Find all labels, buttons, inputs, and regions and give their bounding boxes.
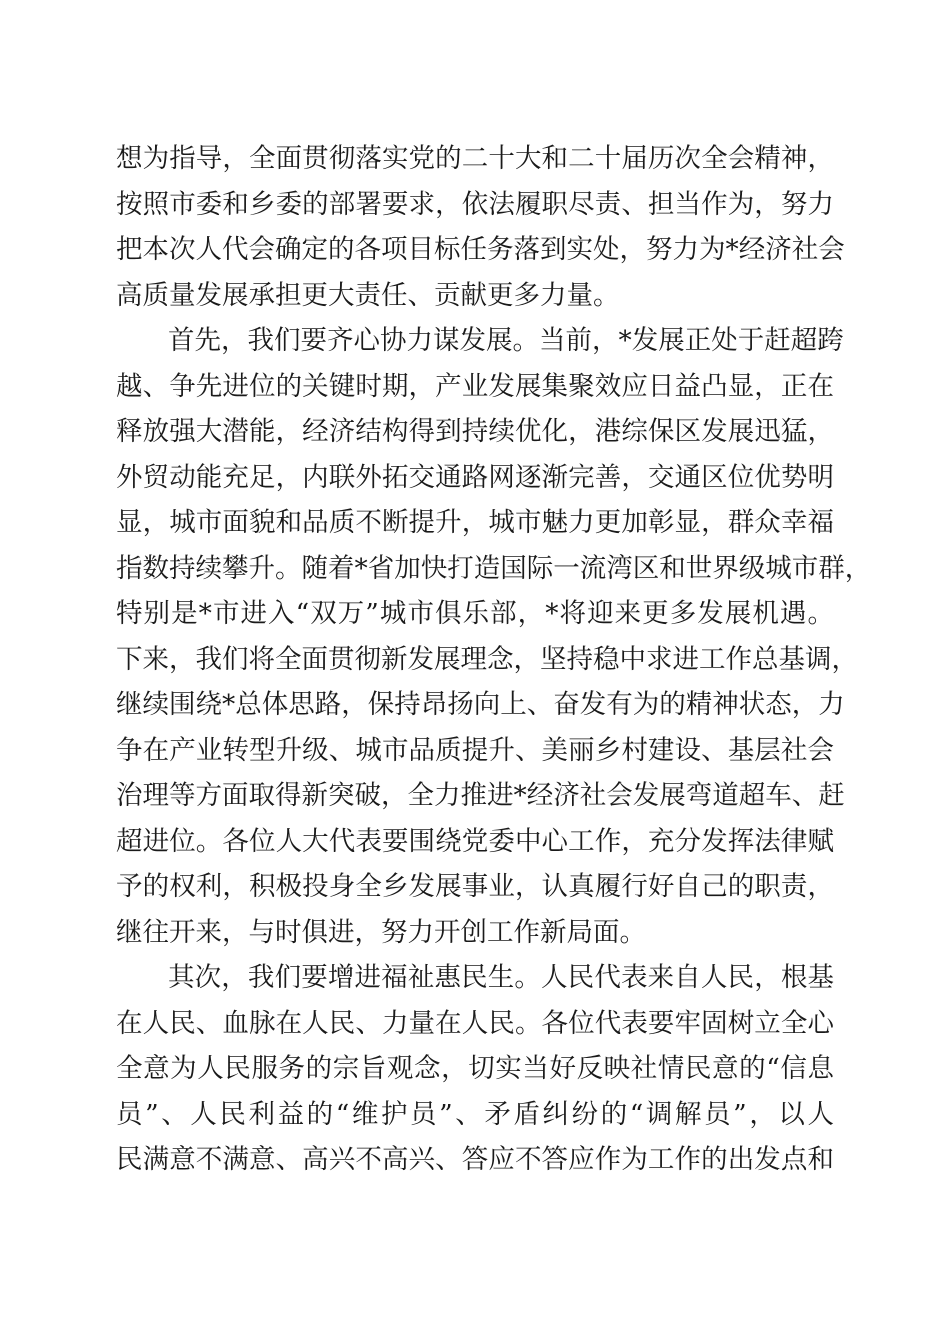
text-line: 争在产业转型升级、城市品质提升、美丽乡村建设、基层社会: [116, 734, 834, 766]
text-line: 民满意不满意、高兴不高兴、答应不答应作为工作的出发点和: [116, 1144, 834, 1175]
text-line: 在人民、血脉在人民、力量在人民。各位代表要牢固树立全心: [116, 1007, 834, 1039]
paragraph-first-line: 首先，我们要齐心协力谋发展。当前，*发展正处于赶超跨: [168, 325, 844, 356]
text-line: 下来，我们将全面贯彻新发展理念，坚持稳中求进工作总基调，: [116, 643, 858, 675]
text-line: 高质量发展承担更大责任、贡献更多力量。: [116, 279, 620, 311]
text-line: 想为指导，全面贯彻落实党的二十大和二十届历次全会精神，: [116, 143, 834, 174]
paragraph-first-line: 其次，我们要增进福祉惠民生。人民代表来自人民，根基: [168, 962, 834, 993]
text-line: 继续围绕*总体思路，保持昂扬向上、奋发有为的精神状态，力: [116, 689, 845, 720]
text-line: 特别是*市进入“双万”城市俱乐部，*将迎来更多发展机遇。: [116, 598, 834, 629]
text-line: 把本次人代会确定的各项目标任务落到实处，努力为*经济社会: [116, 234, 845, 265]
text-line: 全意为人民服务的宗旨观念，切实当好反映社情民意的“信息: [116, 1053, 834, 1084]
text-line: 释放强大潜能，经济结构得到持续优化，港综保区发展迅猛，: [116, 416, 834, 447]
body-text: [116, 136, 872, 1183]
text-line: 予的权利，积极投身全乡发展事业，认真履行好自己的职责，: [116, 871, 834, 902]
text-line: 继往开来，与时俱进，努力开创工作新局面。: [116, 916, 646, 948]
text-line: 外贸动能充足，内联外拓交通路网逐渐完善，交通区位优势明: [116, 461, 834, 493]
text-line: 员”、人民利益的“维护员”、矛盾纠纷的“调解员”，以人: [116, 1098, 834, 1130]
text-line: 超进位。各位人大代表要围绕党委中心工作，充分发挥法律赋: [116, 825, 834, 857]
text-line: 按照市委和乡委的部署要求，依法履职尽责、担当作为，努力: [116, 188, 834, 220]
text-line: 越、争先进位的关键时期，产业发展集聚效应日益凸显，正在: [116, 370, 834, 402]
text-line: 显，城市面貌和品质不断提升，城市魅力更加彰显，群众幸福: [116, 507, 834, 538]
text-line: 指数持续攀升。随着*省加快打造国际一流湾区和世界级城市群，: [116, 552, 872, 584]
text-line: 治理等方面取得新突破，全力推进*经济社会发展弯道超车、赶: [116, 780, 845, 811]
